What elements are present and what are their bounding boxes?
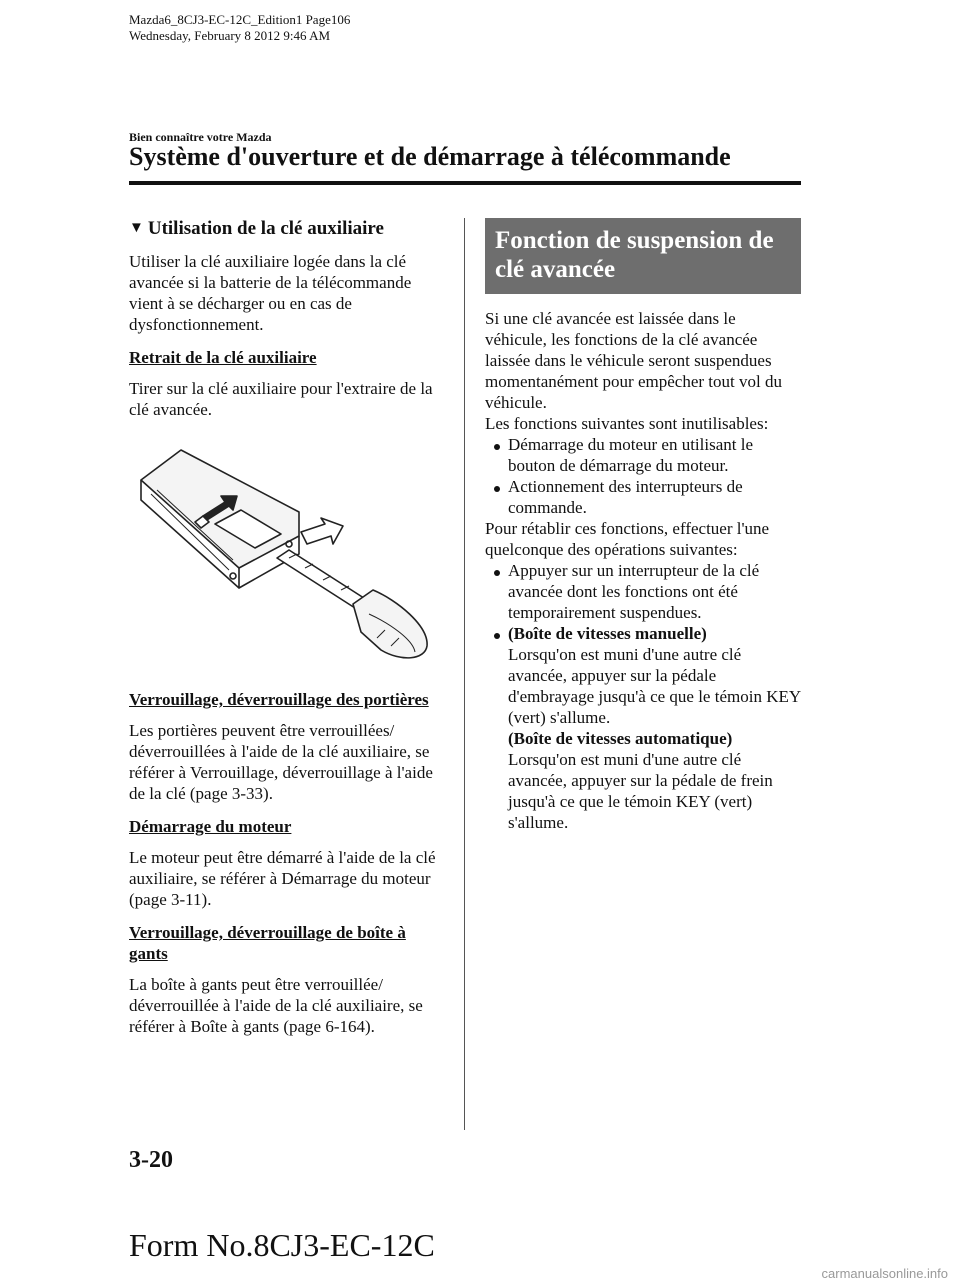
column-divider bbox=[464, 218, 465, 1130]
date-line: Wednesday, February 8 2012 9:46 AM bbox=[129, 28, 331, 43]
subsection-heading-text: Utilisation de la clé auxiliaire bbox=[147, 218, 384, 239]
paragraph-retrait: Tirer sur la clé auxiliaire pour l'extraire de la clé avancée. bbox=[129, 379, 433, 419]
bullet-icon bbox=[485, 476, 508, 518]
subheading-retrait: Retrait de la clé auxiliaire bbox=[129, 348, 317, 367]
title-rule bbox=[129, 181, 801, 185]
section-banner: Fonction de suspension de clé avancée bbox=[485, 218, 801, 294]
list-item: Actionnement des interrupteurs de commande. bbox=[485, 476, 801, 518]
page-title: Système d'ouverture et de démarrage à télécommande bbox=[129, 142, 731, 171]
automatic-transmission-label: (Boîte de vitesses automatique) bbox=[508, 729, 733, 748]
paragraph-fonctions-inutilisables: Les fonctions suivantes sont inutilisables: bbox=[485, 414, 769, 433]
subheading-verrouillage-portieres: Verrouillage, déverrouillage des portières bbox=[129, 690, 429, 709]
paragraph-demarrage: Le moteur peut être démarré à l'aide de la clé auxiliaire, se référer à Démarrage du moteur (page 3-11). bbox=[129, 848, 436, 909]
right-column bbox=[485, 218, 801, 833]
list-item: Démarrage du moteur en utilisant le bouton de démarrage du moteur. bbox=[485, 434, 801, 476]
left-column bbox=[129, 218, 439, 1049]
list-item: Appuyer sur un interrupteur de la clé avancée dont les fonctions ont été temporairement suspendues. bbox=[485, 560, 801, 623]
subheading-demarrage: Démarrage du moteur bbox=[129, 817, 292, 836]
automatic-transmission-text: Lorsqu'on est muni d'une autre clé avancée, appuyer sur la pédale de frein jusqu'à ce que le témoin KEY (vert) s'allume. bbox=[508, 750, 773, 832]
bullet-icon bbox=[485, 434, 508, 476]
watermark: carmanualsonline.info bbox=[821, 1266, 948, 1281]
intro-paragraph: Utiliser la clé auxiliaire logée dans la clé avancée si la batterie de la télécommande vient à se décharger ou en cas de dysfonctionnement. bbox=[129, 252, 412, 334]
list-item bbox=[485, 623, 801, 833]
subheading-boite-a-gants: Verrouillage, déverrouillage de boîte à gants bbox=[129, 923, 406, 963]
file-line: Mazda6_8CJ3-EC-12C_Edition1 Page106 bbox=[129, 12, 351, 27]
section-label: Bien connaître votre Mazda bbox=[129, 130, 272, 144]
print-metadata bbox=[129, 12, 350, 44]
manual-transmission-text: Lorsqu'on est muni d'une autre clé avancée, appuyer sur la pédale d'embrayage jusqu'à ce que le témoin KEY (vert) s'allume. bbox=[508, 645, 801, 727]
bullet-icon bbox=[485, 560, 508, 623]
subsection-heading bbox=[129, 218, 439, 239]
paragraph-retablir: Pour rétablir ces fonctions, effectuer l'une quelconque des opérations suivantes: bbox=[485, 519, 770, 559]
triangle-down-icon: ▼ bbox=[129, 220, 144, 236]
paragraph-suspension: Si une clé avancée est laissée dans le véhicule, les fonctions de la clé avancée laissée dans le véhicule seront suspendues momentanément pour empêcher tout vol du véhicule. bbox=[485, 309, 782, 412]
paragraph-verrouillage-portieres: Les portières peuvent être verrouillées/ déverrouillées à l'aide de la clé auxiliaire, se référer à Verrouillage, déverrouillage à l'aide de la clé (page 3-33). bbox=[129, 721, 433, 803]
manual-transmission-label: (Boîte de vitesses manuelle) bbox=[508, 624, 707, 643]
form-number: Form No.8CJ3-EC-12C bbox=[129, 1227, 435, 1263]
page-number: 3-20 bbox=[129, 1147, 173, 1173]
bullet-icon bbox=[485, 623, 508, 833]
paragraph-boite-a-gants: La boîte à gants peut être verrouillée/ déverrouillée à l'aide de la clé auxiliaire, se référer à Boîte à gants (page 6-164). bbox=[129, 975, 423, 1036]
auxiliary-key-illustration bbox=[129, 440, 439, 670]
